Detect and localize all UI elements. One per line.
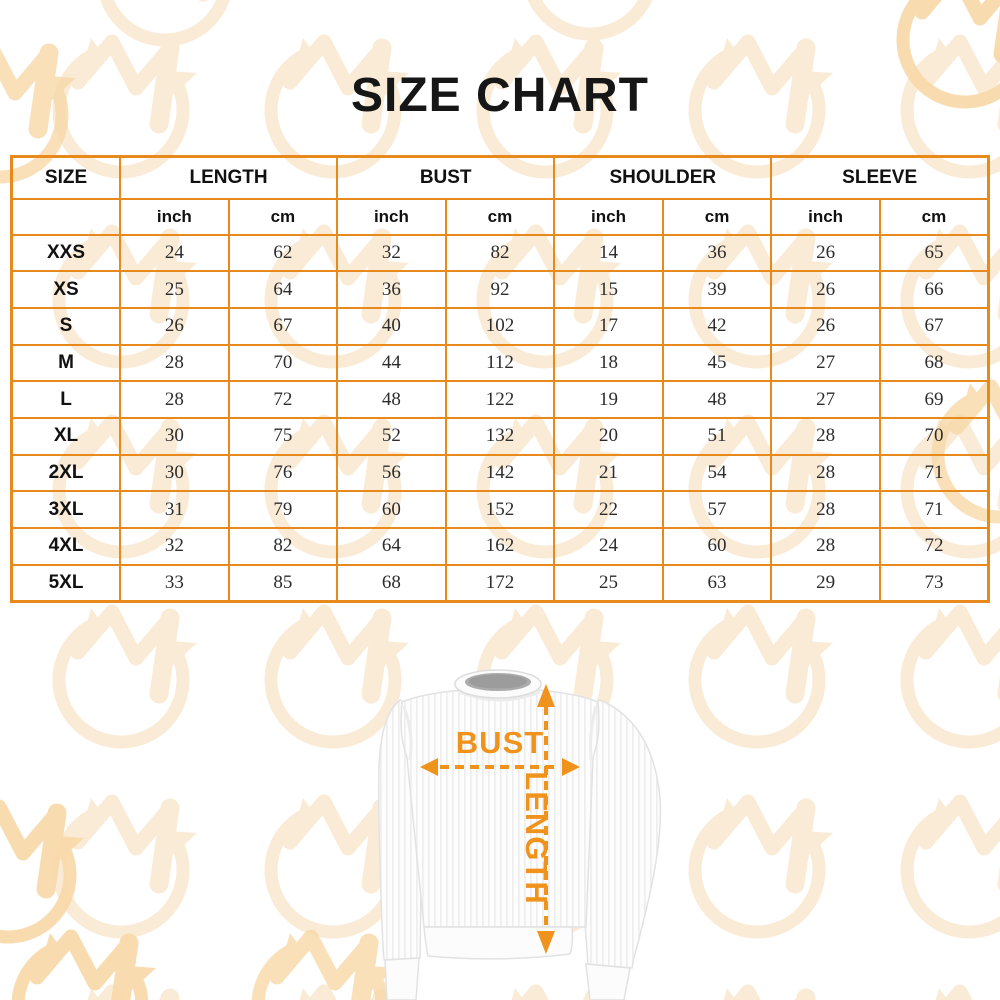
table-row [12, 381, 989, 418]
measurement-cell: 69 [880, 381, 989, 418]
measurement-cell: 132 [446, 418, 555, 455]
measurement-cell: 172 [446, 565, 555, 602]
row-size-label: L [12, 381, 121, 418]
measurement-cell: 31 [120, 491, 229, 528]
row-size-label: S [12, 308, 121, 345]
table-row [12, 235, 989, 272]
row-size-label: XL [12, 418, 121, 455]
page-title: SIZE CHART [351, 69, 649, 122]
measurement-cell: 20 [554, 418, 663, 455]
row-size-label: XS [12, 271, 121, 308]
measurement-cell: 64 [229, 271, 338, 308]
measurement-cell: 28 [120, 345, 229, 382]
measurement-cell: 48 [337, 381, 446, 418]
measurement-cell: 27 [771, 381, 880, 418]
measurement-cell: 14 [554, 235, 663, 272]
measurement-cell: 72 [880, 528, 989, 565]
measurement-cell: 48 [663, 381, 772, 418]
measurement-cell: 142 [446, 455, 555, 492]
measurement-cell: 79 [229, 491, 338, 528]
col-header-length: LENGTH [120, 157, 337, 199]
measurement-cell: 29 [771, 565, 880, 602]
table-row [12, 418, 989, 455]
table-row [12, 345, 989, 382]
measurement-cell: 32 [337, 235, 446, 272]
col-header-bust: BUST [337, 157, 554, 199]
measurement-cell: 76 [229, 455, 338, 492]
measurement-cell: 122 [446, 381, 555, 418]
row-size-label: 5XL [12, 565, 121, 602]
col-header-sleeve: SLEEVE [771, 157, 988, 199]
table-unit-header-row [12, 199, 989, 235]
row-size-label: 3XL [12, 491, 121, 528]
row-size-label: XXS [12, 235, 121, 272]
measurement-cell: 75 [229, 418, 338, 455]
measurement-cell: 39 [663, 271, 772, 308]
measurement-cell: 52 [337, 418, 446, 455]
measurement-cell: 65 [880, 235, 989, 272]
measurement-cell: 15 [554, 271, 663, 308]
measurement-cell: 82 [446, 235, 555, 272]
sweatshirt-figure [350, 648, 710, 1000]
measurement-cell: 36 [337, 271, 446, 308]
measurement-cell: 73 [880, 565, 989, 602]
measurement-cell: 36 [663, 235, 772, 272]
measurement-cell: 64 [337, 528, 446, 565]
collar-inner-shadow [469, 675, 527, 689]
table-row [12, 271, 989, 308]
measurement-cell: 56 [337, 455, 446, 492]
measurement-cell: 60 [337, 491, 446, 528]
measurement-cell: 68 [880, 345, 989, 382]
length-label: LENGTH [519, 771, 554, 905]
measurement-cell: 28 [771, 491, 880, 528]
size-table [10, 155, 990, 603]
measurement-cell: 26 [771, 235, 880, 272]
measurement-cell: 70 [880, 418, 989, 455]
measurement-cell: 82 [229, 528, 338, 565]
measurement-cell: 18 [554, 345, 663, 382]
sweatshirt-left-cuff [385, 958, 419, 1000]
measurement-cell: 32 [120, 528, 229, 565]
measurement-cell: 26 [771, 271, 880, 308]
col-header-size: SIZE [12, 157, 121, 199]
measurement-cell: 30 [120, 418, 229, 455]
measurement-cell: 51 [663, 418, 772, 455]
measurement-cell: 70 [229, 345, 338, 382]
bust-label: BUST [455, 725, 545, 760]
unit-header: cm [880, 199, 989, 235]
measurement-cell: 71 [880, 455, 989, 492]
size-table-body [12, 235, 989, 602]
measurement-cell: 25 [120, 271, 229, 308]
sweatshirt-right-cuff [586, 964, 630, 1000]
measurement-cell: 40 [337, 308, 446, 345]
measurement-cell: 162 [446, 528, 555, 565]
measurement-cell: 68 [337, 565, 446, 602]
measurement-cell: 42 [663, 308, 772, 345]
measurement-cell: 26 [771, 308, 880, 345]
measurement-cell: 26 [120, 308, 229, 345]
measurement-cell: 67 [880, 308, 989, 345]
measurement-cell: 62 [229, 235, 338, 272]
measurement-cell: 33 [120, 565, 229, 602]
table-row [12, 491, 989, 528]
measurement-cell: 102 [446, 308, 555, 345]
row-size-label: 2XL [12, 455, 121, 492]
measurement-cell: 24 [554, 528, 663, 565]
unit-header: cm [663, 199, 772, 235]
unit-header: cm [446, 199, 555, 235]
unit-header: inch [554, 199, 663, 235]
measurement-cell: 21 [554, 455, 663, 492]
measurement-cell: 92 [446, 271, 555, 308]
measurement-cell: 54 [663, 455, 772, 492]
measurement-cell: 17 [554, 308, 663, 345]
measurement-cell: 71 [880, 491, 989, 528]
measurement-cell: 63 [663, 565, 772, 602]
measurement-cell: 24 [120, 235, 229, 272]
measurement-cell: 112 [446, 345, 555, 382]
table-row [12, 455, 989, 492]
units-spacer-cell [12, 199, 121, 235]
unit-header: cm [229, 199, 338, 235]
row-size-label: M [12, 345, 121, 382]
measurement-cell: 67 [229, 308, 338, 345]
table-row [12, 528, 989, 565]
measurement-cell: 60 [663, 528, 772, 565]
unit-header: inch [120, 199, 229, 235]
measurement-cell: 30 [120, 455, 229, 492]
measurement-cell: 85 [229, 565, 338, 602]
measurement-cell: 72 [229, 381, 338, 418]
measurement-cell: 22 [554, 491, 663, 528]
measurement-cell: 25 [554, 565, 663, 602]
measurement-cell: 44 [337, 345, 446, 382]
measurement-cell: 152 [446, 491, 555, 528]
table-group-header-row [12, 157, 989, 199]
measurement-cell: 57 [663, 491, 772, 528]
table-row [12, 308, 989, 345]
measurement-cell: 66 [880, 271, 989, 308]
measurement-cell: 27 [771, 345, 880, 382]
unit-header: inch [337, 199, 446, 235]
unit-header: inch [771, 199, 880, 235]
measurement-cell: 45 [663, 345, 772, 382]
measurement-cell: 28 [771, 418, 880, 455]
table-row [12, 565, 989, 602]
measurement-cell: 28 [120, 381, 229, 418]
col-header-shoulder: SHOULDER [554, 157, 771, 199]
measurement-cell: 19 [554, 381, 663, 418]
measurement-cell: 28 [771, 528, 880, 565]
row-size-label: 4XL [12, 528, 121, 565]
measurement-cell: 28 [771, 455, 880, 492]
